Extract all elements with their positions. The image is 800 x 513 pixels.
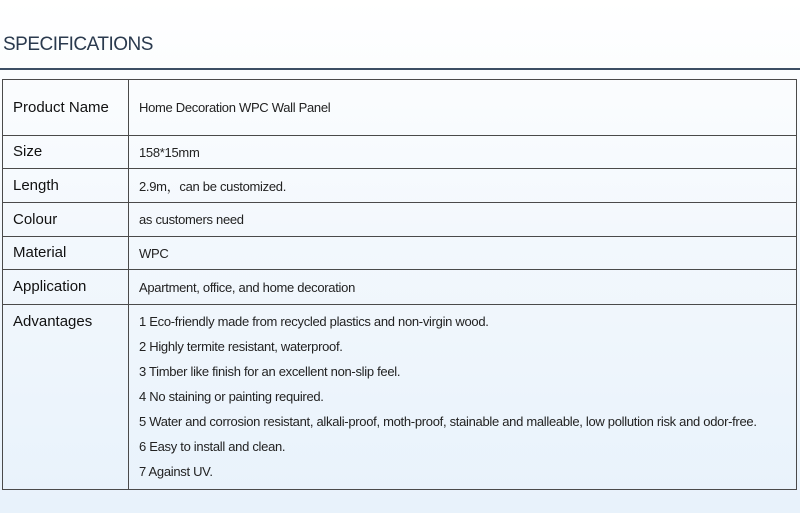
row-value-application: Apartment, office, and home decoration	[129, 270, 797, 305]
row-label-size: Size	[3, 136, 129, 169]
advantage-item: 7 Against UV.	[139, 464, 213, 479]
row-value-material: WPC	[129, 237, 797, 270]
row-value-size: 158*15mm	[129, 136, 797, 169]
row-label-length: Length	[3, 169, 129, 203]
row-value-colour: as customers need	[129, 203, 797, 237]
page-title: SPECIFICATIONS	[3, 34, 153, 55]
row-label-product-name: Product Name	[3, 80, 129, 136]
row-label-colour: Colour	[3, 203, 129, 237]
table-row	[3, 270, 797, 305]
advantage-item: 1 Eco-friendly made from recycled plastics and non-virgin wood.	[139, 314, 489, 329]
table-row	[3, 80, 797, 136]
row-value-advantages	[129, 305, 797, 490]
row-value-length: 2.9m，can be customized.	[129, 169, 797, 203]
specifications-table	[2, 79, 797, 490]
table-row	[3, 237, 797, 270]
heading-divider	[0, 68, 800, 70]
advantage-item: 2 Highly termite resistant, waterproof.	[139, 339, 343, 354]
advantage-item: 6 Easy to install and clean.	[139, 439, 286, 454]
table-row	[3, 169, 797, 203]
table-row	[3, 203, 797, 237]
table-row	[3, 305, 797, 490]
advantage-item: 5 Water and corrosion resistant, alkali-proof, moth-proof, stainable and malleable, low pollution risk and odor-free.	[139, 414, 757, 429]
row-label-application: Application	[3, 270, 129, 305]
row-label-advantages: Advantages	[3, 305, 129, 490]
row-label-material: Material	[3, 237, 129, 270]
table-row	[3, 136, 797, 169]
advantage-item: 3 Timber like finish for an excellent non-slip feel.	[139, 364, 401, 379]
row-value-product-name: Home Decoration WPC Wall Panel	[129, 80, 797, 136]
advantage-item: 4 No staining or painting required.	[139, 389, 324, 404]
